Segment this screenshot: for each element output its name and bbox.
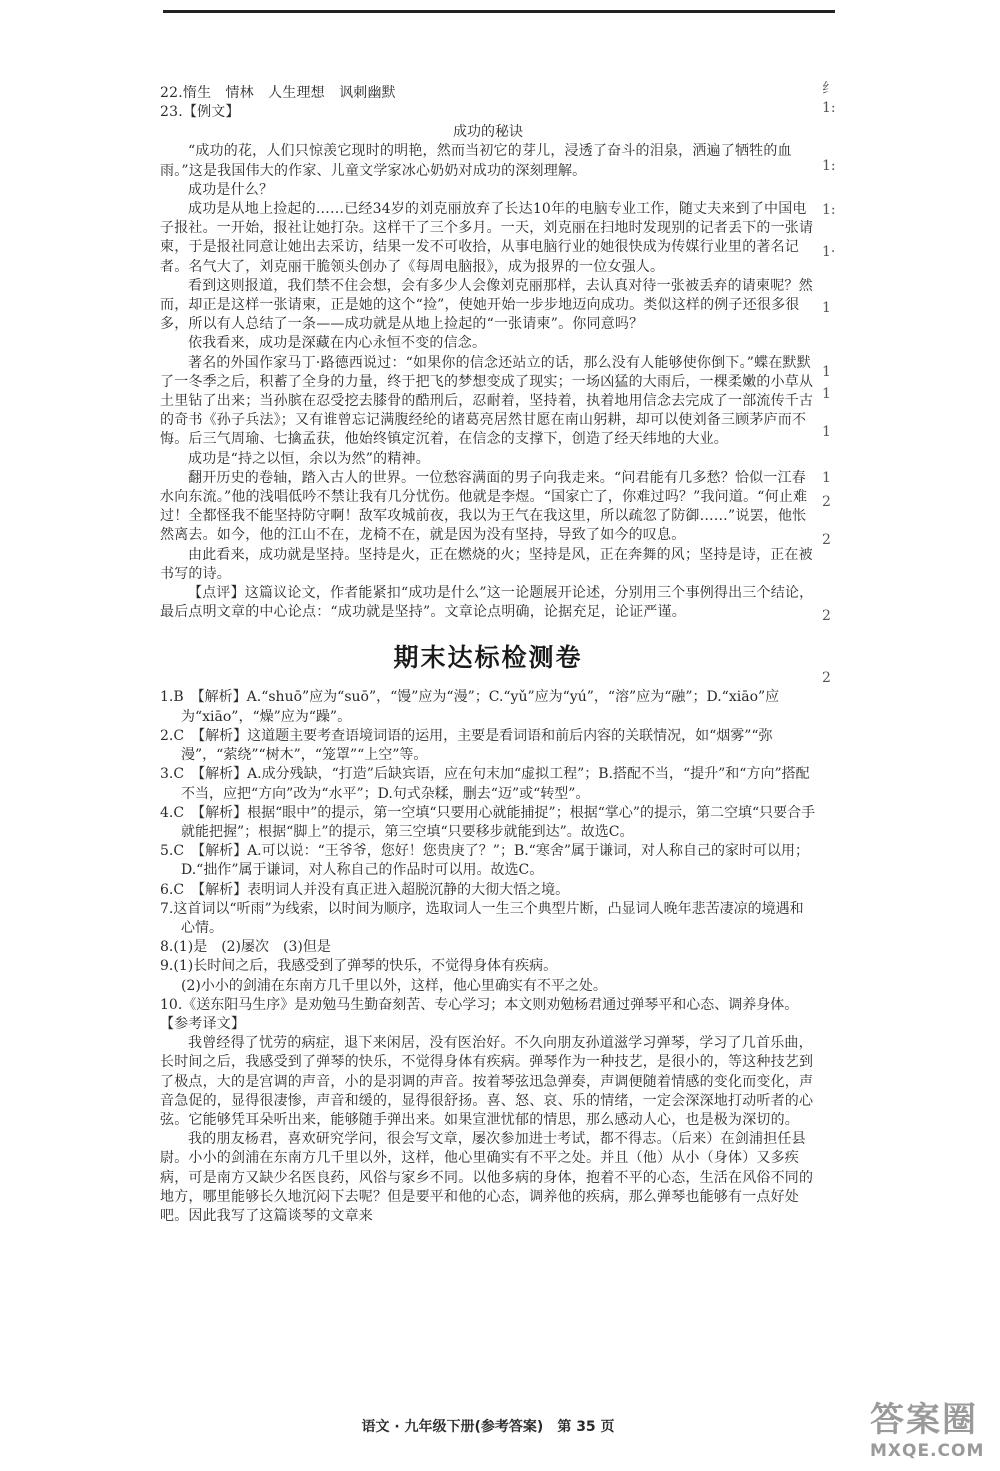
essay-title: 成功的秘诀 [453,124,523,141]
essay-paragraph: 成功是“持之以恒，余以为然”的精神。 [188,450,430,467]
page-footer: 语文 · 九年级下册(参考答案) 第 35 页 [361,1419,615,1435]
answer-item: 8.(1)是 (2)屡次 (3)但是 [160,939,331,956]
site-watermark [870,1400,1000,1470]
edge-mark: 纟 [822,81,836,97]
edge-mark: 1 [822,300,831,316]
essay-paragraph: 著名的外国作家马丁·路德西说过：“如果你的信念还站立的话，那么没有人能够使你倒下。”蝶在默默了一冬季之后，积蓄了全身的力量，终于把飞的梦想变成了现实；一场凶猛的大雨后，一棵柔嫩的小草从土里钻了出来；当孙膑在忍受挖去膝骨的酷刑后，忍耐着，坚持着，执着地用信念去完成了一部流传千古的奇书《孙子兵法》；又有谁曾忘记满腹经纶的诸葛亮居然甘愿在南山躬耕，却可以使刘备三顾茅庐而不悔。后三气周瑜、七擒孟获，他始终镇定沉着，在信念的支撑下，创造了经天纬地的大业。 [160,354,814,448]
answer-item: 6.C 【解析】表明词人并没有真正进入超脱沉静的大彻大悟之境。 [160,881,570,898]
top-rule [163,10,835,13]
edge-mark: 1 [822,386,831,402]
answer-item: 10.《送东阳马生序》是劝勉马生勤奋刻苦、专心学习；本文则劝勉杨君通过弹琴平和心态、调养身体。 [160,996,799,1013]
edge-mark: 1 [822,364,831,380]
answer-item: (2)小小的剑浦在东南方几千里以外，这样，他心里确实有不平之处。 [181,977,607,994]
watermark-logo-text: 答案圈 [870,1400,978,1440]
essay-paragraph: 翻开历史的卷轴，踏入古人的世界。一位愁容满面的男子向我走来。“问君能有几多愁？恰似一江春水向东流。”他的浅唱低吟不禁让我有几分忧伤。他就是李煜。“国家亡了，你难过吗？”我问道。“何止难过！全都怪我不能坚持防守啊！敌军攻城前夜，我以为王气在我这里，所以疏忽了防御……”说罢，他怅然离去。如今，他的江山不在，龙椅不在，就是因为没有坚持，导致了如今的叹息。 [160,469,808,544]
answer-item: 9.(1)长时间之后，我感受到了弹琴的快乐，不觉得身体有疾病。 [160,958,558,975]
answer-item: 5.C 【解析】A.可以说：“王爷爷，您好！您贵庚了？”；B.“寒舍”属于谦词，对人称自己的家时可以用；D.“拙作”属于谦词，对人称自己的作品时可以用。故选C。 [160,843,809,879]
answer-item: 4.C 【解析】根据“眼中”的提示，第一空填“只要用心就能捕捉”；根据“掌心”的提示，第二空填“只要合手就能把握”；根据“脚上”的提示，第三空填“只要移步就能到达”。故选C。 [160,804,816,840]
watermark-url: MXQE.COM [870,1441,985,1461]
translation-label: 【参考译文】 [160,1015,246,1032]
edge-mark: 1· [822,244,836,260]
section-title: 期末达标检测卷 [393,643,583,673]
edge-mark: 1 [822,424,831,440]
answer-22: 22.惰生 情林 人生理想 讽刺幽默 [160,85,396,101]
answer-23-label: 23.【例文】 [160,104,240,121]
edge-mark: 1: [822,202,836,218]
essay-paragraph: 看到这则报道，我们禁不住会想，会有多少人会像刘克丽那样，去认真对待一张被丢弃的请柬呢？然而，却正是这样一张请柬，正是她的这个“捡”，使她开始一步步地迈向成功。类似这样的例子还很多很多，所以有人总结了一条——成功就是从地上捡起的“一张请柬”。你同意吗？ [160,277,813,333]
answer-item: 2.C 【解析】这道题主要考查语境词语的运用，主要是看词语和前后内容的关联情况，如“烟雾”“弥漫”，“萦绕”“树木”，“笼罩”“上空”等。 [160,727,773,764]
essay-paragraph: 成功是什么？ [188,181,274,198]
translation-paragraph: 我的朋友杨君，喜欢研究学问，很会写文章，屡次参加进士考试，都不得志。（后来）在剑浦担任县尉。小小的剑浦在东南方几千里以外，这样，他心里确实有不平之处。并且（他）从小（身体）又多疾病，可是南方又缺少名医良药，风俗与家乡不同。以他多病的身体，抱着不平的心态，生活在风俗不同的地方，哪里能够长久地沉闷下去呢？但是要平和他的心态，调养他的疾病，那么弹琴也能够有一点好处吧。因此我写了这篇谈琴的文章来 [160,1131,814,1224]
essay-paragraph: 由此看来，成功就是坚持。坚持是火，正在燃烧的火；坚持是风，正在奔舞的风；坚持是诗，正在被书写的诗。 [160,546,813,582]
translation-paragraph: 我曾经得了忧劳的病症，退下来闲居，没有医治好。不久向朋友孙道滋学习弹琴，学习了几首乐曲，长时间之后，我感受到了弹琴的快乐，不觉得身体有疾病。弹琴作为一种技艺，是很小的，等这种技艺到了极点，大的是宫调的声音，小的是羽调的声音。按着琴弦迅急弹奏，声调便随着情感的变化而变化，声音急促的，显得很凄惨，声音和缓的，显得很舒扬。喜、怒、哀、乐的情绪，一定会深深地打动听者的心弦。它能够凭耳朵听出来，能够随手弹出来。如果宣泄忧郁的情思，那么感动人心，也是极为深切的。 [160,1035,814,1128]
essay-paragraph: 依我看来，成功是深藏在内心永恒不变的信念。 [188,335,487,352]
edge-mark: 2 [822,670,831,686]
edge-mark: 1 [822,470,831,486]
answer-item: 7.这首词以“听雨”为线索，以时间为顺序，选取词人一生三个典型片断，凸显词人晚年悲苦凄凉的境遇和心情。 [160,900,804,936]
edge-mark: 1: [822,100,836,116]
essay-paragraph: 成功是从地上捡起的……已经34岁的刘克丽放弃了长达10年的电脑专业工作，随丈夫来到了中国电子报社。一开始，报社让她打杂。这样干了三个多月。一天，刘克丽在扫地时发现别的记者丢下的一张请柬，于是报社同意让她出去采访，结果一发不可收拾，从事电脑行业的她很快成为传媒行业里的著名记者。名气大了，刘克丽干脆领头创办了《每周电脑报》，成为报界的一位女强人。 [160,201,814,275]
edge-mark: 2 [822,532,831,548]
edge-mark: 1: [822,158,836,174]
edge-mark: 2 [822,494,831,510]
essay-paragraph: “成功的花，人们只惊羡它现时的明艳，然而当初它的芽儿，浸透了奋斗的泪泉，洒遍了牺牲的血雨。”这是我国伟大的作家、儿童文学家冰心奶奶对成功的深刻理解。 [160,143,792,179]
answer-page-content [160,84,816,1226]
essay-comment: 【点评】这篇议论文，作者能紧扣“成功是什么”这一论题展开论述，分别用三个事例得出三个结论，最后点明文章的中心论点：“成功就是坚持”。文章论点明确，论据充足，论证严谨。 [160,585,814,621]
edge-mark: 2 [822,608,831,624]
answer-item: 3.C 【解析】A.成分残缺，“打造”后缺宾语，应在句末加“虚拟工程”；B.搭配不当，“提升”和“方向”搭配不当，应把“方向”改为“水平”；D.句式杂糅，删去“迈”或“转型”。 [160,766,810,802]
answer-item: 1.B 【解析】A.“shuō”应为“suō”，“馒”应为“漫”；C.“yǔ”应为“yú”，“溶”应为“融”；D.“xiāo”应为“xiāo”，“燥”应为“躁”。 [160,689,780,725]
